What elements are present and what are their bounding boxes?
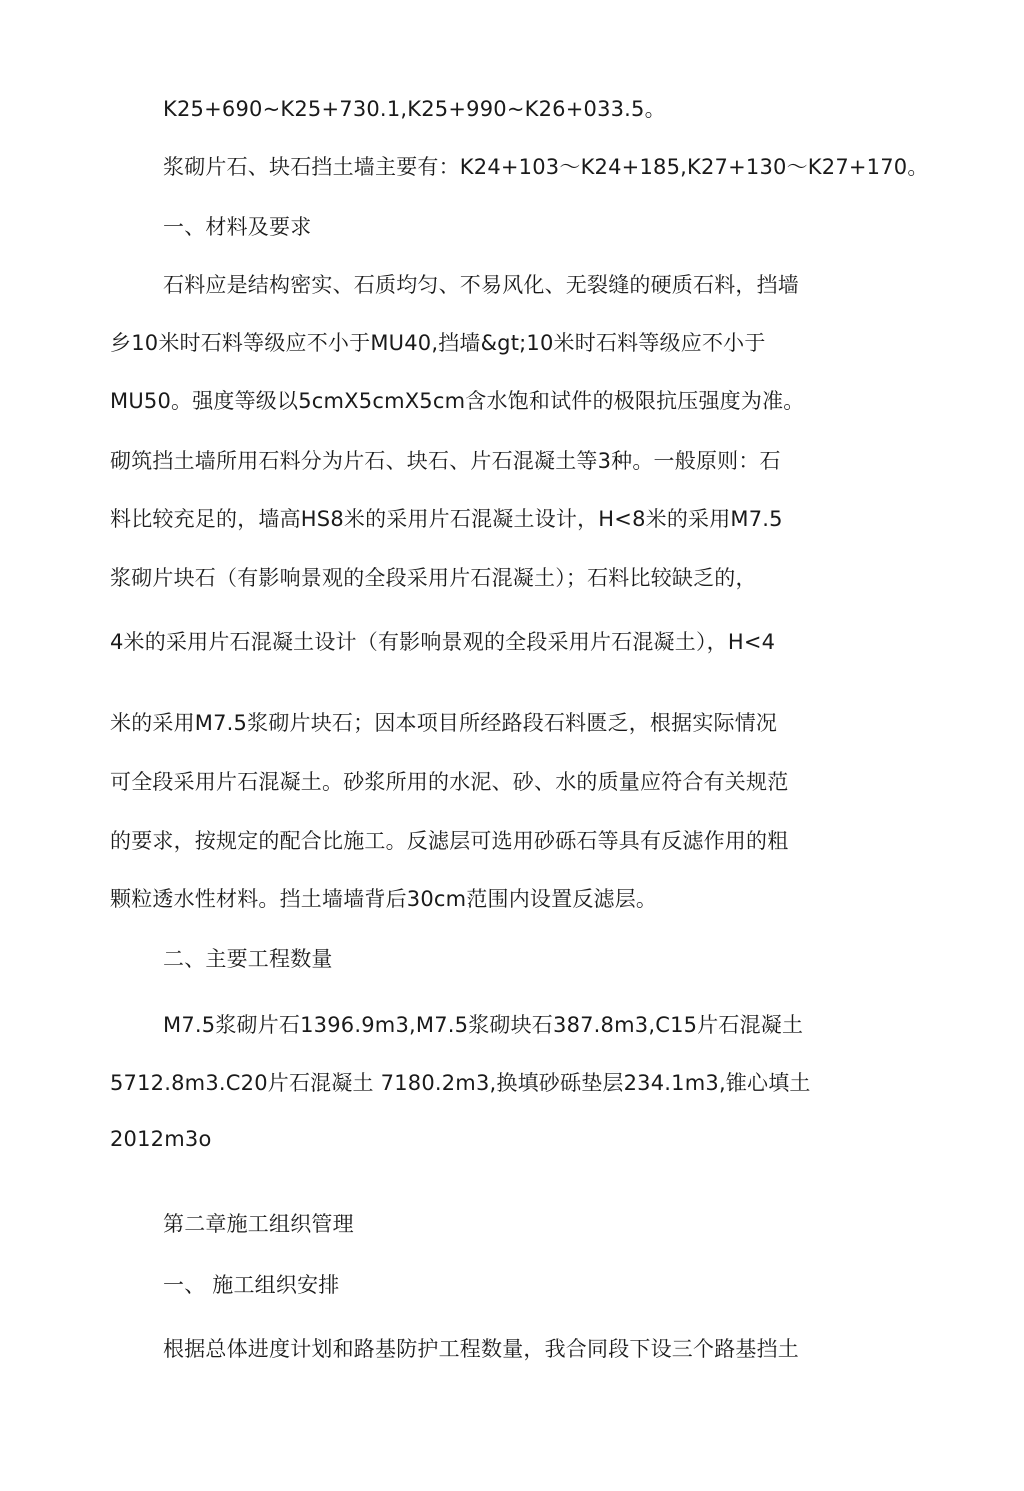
section-heading: 一、 施工组织安排: [163, 1273, 340, 1297]
text-line: 浆砌片块石（有影响景观的全段采用片石混凝土）；石料比较缺乏的，: [110, 566, 757, 590]
text-line: 的要求，按规定的配合比施工。反滤层可选用砂砾石等具有反滤作用的粗: [110, 829, 789, 853]
text-line: MU50。强度等级以5cmX5cmX5cm含水饱和试件的极限抗压强度为准。: [110, 389, 805, 413]
text-line: 根据总体进度计划和路基防护工程数量，我合同段下设三个路基挡土: [163, 1337, 799, 1361]
text-line: 乡10米时石料等级应不小于MU40,挡墙&gt;10米时石料等级应不小于: [110, 331, 766, 355]
text-line: 2012m3o: [110, 1127, 212, 1151]
section-heading: 二、主要工程数量: [163, 947, 333, 971]
chapter-heading: 第二章施工组织管理: [163, 1212, 354, 1236]
text-line: 料比较充足的，墙高HS8米的采用片石混凝土设计，H<8米的采用M7.5: [110, 507, 783, 531]
text-line: 浆砌片石、块石挡土墙主要有：K24+103～K24+185,K27+130～K27+170。: [163, 155, 929, 179]
text-line: 米的采用M7.5浆砌片块石；因本项目所经路段石料匮乏，根据实际情况: [110, 711, 778, 735]
text-line: 4米的采用片石混凝土设计（有影响景观的全段采用片石混凝土），H<4: [110, 630, 776, 654]
text-line: K25+690~K25+730.1,K25+990~K26+033.5。: [163, 97, 666, 121]
text-line: 颗粒透水性材料。挡土墙墙背后30cm范围内设置反滤层。: [110, 887, 658, 911]
text-line: 5712.8m3.C20片石混凝土 7180.2m3,换填砂砾垫层234.1m3,锥心填土: [110, 1071, 811, 1095]
text-line: 石料应是结构密实、石质均匀、不易风化、无裂缝的硬质石料，挡墙: [163, 273, 799, 297]
text-line: 砌筑挡土墙所用石料分为片石、块石、片石混凝土等3种。一般原则：石: [110, 449, 781, 473]
text-line: M7.5浆砌片石1396.9m3,M7.5浆砌块石387.8m3,C15片石混凝土: [163, 1013, 804, 1037]
section-heading: 一、材料及要求: [163, 215, 312, 239]
text-line: 可全段采用片石混凝土。砂浆所用的水泥、砂、水的质量应符合有关规范: [110, 770, 789, 794]
